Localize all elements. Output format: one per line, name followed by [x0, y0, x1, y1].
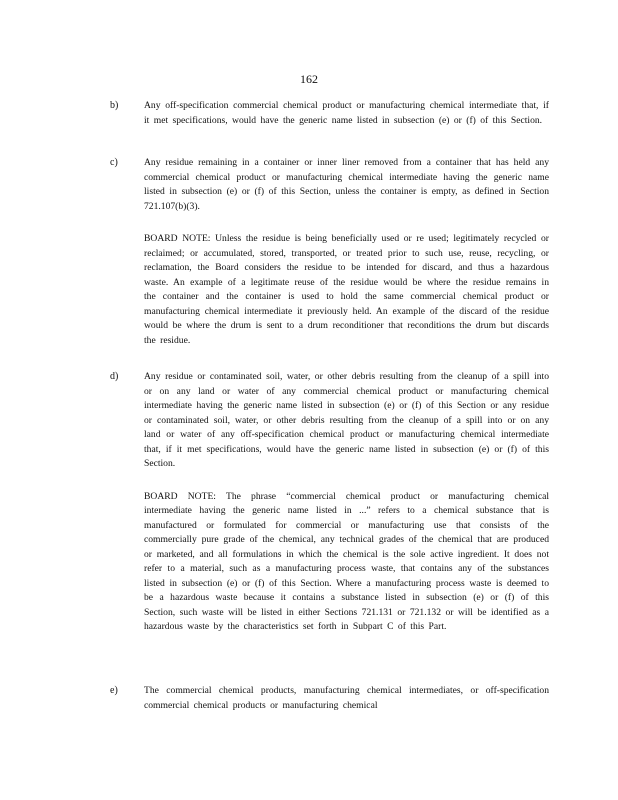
- item-body-b: [144, 99, 549, 128]
- item-text-e: The commercial chemical products, manufacturing chemical intermediates, or off-specification commercial chemical products or manufacturing chemical: [144, 685, 549, 711]
- item-label-d: d): [110, 371, 119, 382]
- item-text-c: Any residue remaining in a container or inner liner removed from a container that has held any commercial chemical product or manufacturing chemical intermediate having the generic name listed in subsection (e) or (f) of this Section, unless the container is empty, as defined in Section 721.107(b)(3).: [144, 157, 549, 212]
- board-note-d: BOARD NOTE: The phrase “commercial chemical product or manufacturing chemical intermediate having the generic name listed in ...” refers to a chemical substance that is manufactured or formulated for commercial or manufacturing use that consists of the commercially pure grade of the chemical, any technical grades of the chemical that are produced or marketed, and all formulations in which the chemical is the sole active ingredient. It does not refer to a material, such as a manufacturing process waste, that contains any of the substances listed in subsection (e) or (f) of this Section. Where a manufacturing process waste is deemed to be a hazardous waste because it contains a substance listed in subsection (e) or (f) of this Section, such waste will be listed in either Sections 721.131 or 721.132 or will be identified as a hazardous waste by the characteristics set forth in Subpart C of this Part.: [144, 490, 549, 632]
- board-note-c: BOARD NOTE: Unless the residue is being beneficially used or re used; legitimately recycled or reclaimed; or accumulated, stored, transported, or treated prior to such use, reuse, recycling, or reclamation, the Board considers the residue to be intended for discard, and thus a hazardous waste. An example of a legitimate reuse of the residue would be where the residue remains in the container and the container is used to hold the same commercial chemical product or manufacturing chemical intermediate it previously held. An example of the discard of the residue would be where the drum is sent to a drum reconditioner that reconditions the drum but discards the residue.: [144, 233, 549, 346]
- item-body-d: [144, 370, 549, 635]
- item-label-e: e): [110, 685, 118, 696]
- item-body-c: [144, 156, 549, 348]
- item-text-b: Any off-specification commercial chemical product or manufacturing chemical intermediate that, if it met specifications, would have the generic name listed in subsection (e) or (f) of this Section.: [144, 100, 549, 126]
- item-label-b: b): [110, 100, 119, 111]
- item-text-d: Any residue or contaminated soil, water, or other debris resulting from the cleanup of a spill into or on any land or water of any commercial chemical product or manufacturing chemical intermediate having the generic name listed in subsection (e) or (f) of this Section or any residue or contaminated soil, water, or other debris resulting from the cleanup of a spill into or on any land or water of any off-specification chemical product or manufacturing chemical intermediate that, if it met specifications, would have the generic name listed in subsection (e) or (f) of this Section.: [144, 371, 549, 469]
- item-body-e: [144, 684, 549, 713]
- page-number: 162: [300, 72, 318, 86]
- item-label-c: c): [110, 157, 118, 168]
